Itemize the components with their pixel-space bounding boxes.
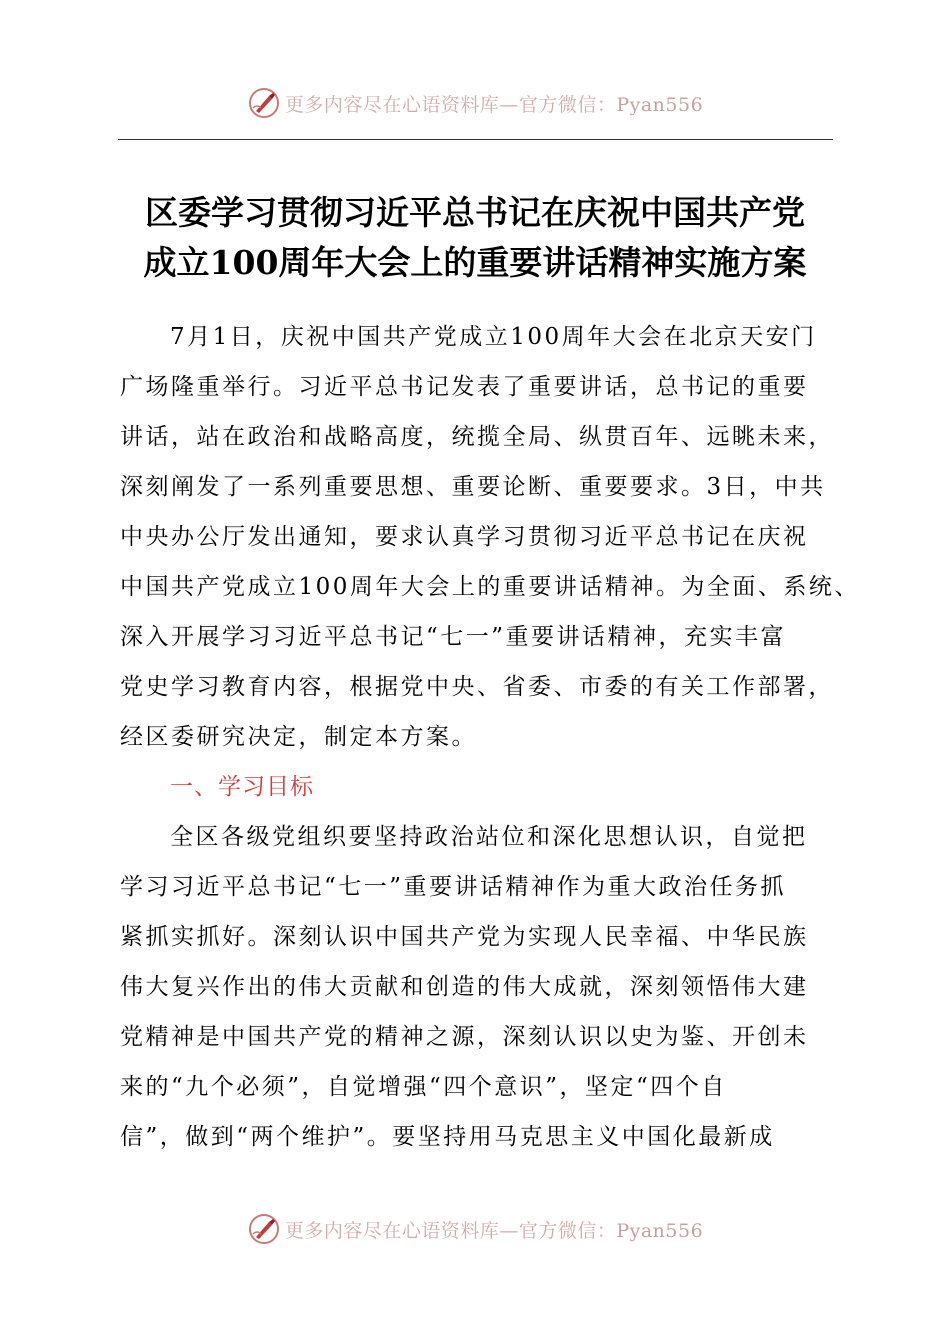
section-heading: 一、学习目标 — [170, 774, 314, 800]
title-line-2: 成立100周年大会上的重要讲话精神实施方案 — [143, 243, 807, 282]
footer-banner — [0, 1209, 950, 1249]
pen-nib-logo-icon — [247, 86, 281, 120]
paragraph-line: 7月1日，庆祝中国共产党成立100周年大会在北京天安门 — [170, 324, 817, 350]
paragraph-line: 深入开展学习习近平总书记“七一”重要讲话精神，充实丰富 — [120, 624, 787, 650]
banner-text: 更多内容尽在心语资料库—官方微信：Pyan556 — [284, 1219, 704, 1242]
paragraph-line: 学习习近平总书记“七一”重要讲话精神作为重大政治任务抓 — [120, 874, 787, 900]
paragraph-line: 信”，做到“两个维护”。要坚持用马克思主义中国化最新成 — [120, 1124, 775, 1150]
title-line-1: 区委学习贯彻习近平总书记在庆祝中国共产党 — [145, 193, 805, 232]
paragraph-line: 紧抓实抓好。深刻认识中国共产党为实现人民幸福、中华民族 — [120, 924, 809, 950]
paragraph-line: 深刻阐发了一系列重要思想、重要论断、重要要求。3日，中共 — [120, 474, 826, 500]
banner-wechat-id: Pyan556 — [616, 1219, 704, 1242]
header-banner — [0, 83, 950, 123]
banner-wechat-id: Pyan556 — [616, 93, 704, 116]
intro-paragraph — [120, 312, 860, 762]
document-body — [120, 312, 860, 1162]
document-title — [95, 188, 855, 288]
paragraph-line: 伟大复兴作出的伟大贡献和创造的伟大成就，深刻领悟伟大建 — [120, 974, 809, 1000]
paragraph-line: 讲话，站在政治和战略高度，统揽全局、纵贯百年、远眺未来， — [120, 424, 834, 450]
paragraph-line: 党史学习教育内容，根据党中央、省委、市委的有关工作部署， — [120, 674, 834, 700]
header-divider — [118, 139, 833, 140]
banner-text: 更多内容尽在心语资料库—官方微信：Pyan556 — [284, 93, 704, 116]
paragraph-line: 经区委研究决定，制定本方案。 — [120, 724, 477, 750]
pen-nib-logo-icon — [247, 1212, 281, 1246]
paragraph-line: 来的“九个必须”，自觉增强“四个意识”，坚定“四个自 — [120, 1074, 727, 1100]
paragraph-line: 中国共产党成立100周年大会上的重要讲话精神。为全面、系统、 — [120, 574, 860, 600]
paragraph-line: 全区各级党组织要坚持政治站位和深化思想认识，自觉把 — [170, 824, 808, 850]
section-paragraph — [120, 812, 850, 1162]
paragraph-line: 广场隆重举行。习近平总书记发表了重要讲话，总书记的重要 — [120, 374, 809, 400]
paragraph-line: 中央办公厅发出通知，要求认真学习贯彻习近平总书记在庆祝 — [120, 524, 809, 550]
paragraph-line: 党精神是中国共产党的精神之源，深刻认识以史为鉴、开创未 — [120, 1024, 809, 1050]
